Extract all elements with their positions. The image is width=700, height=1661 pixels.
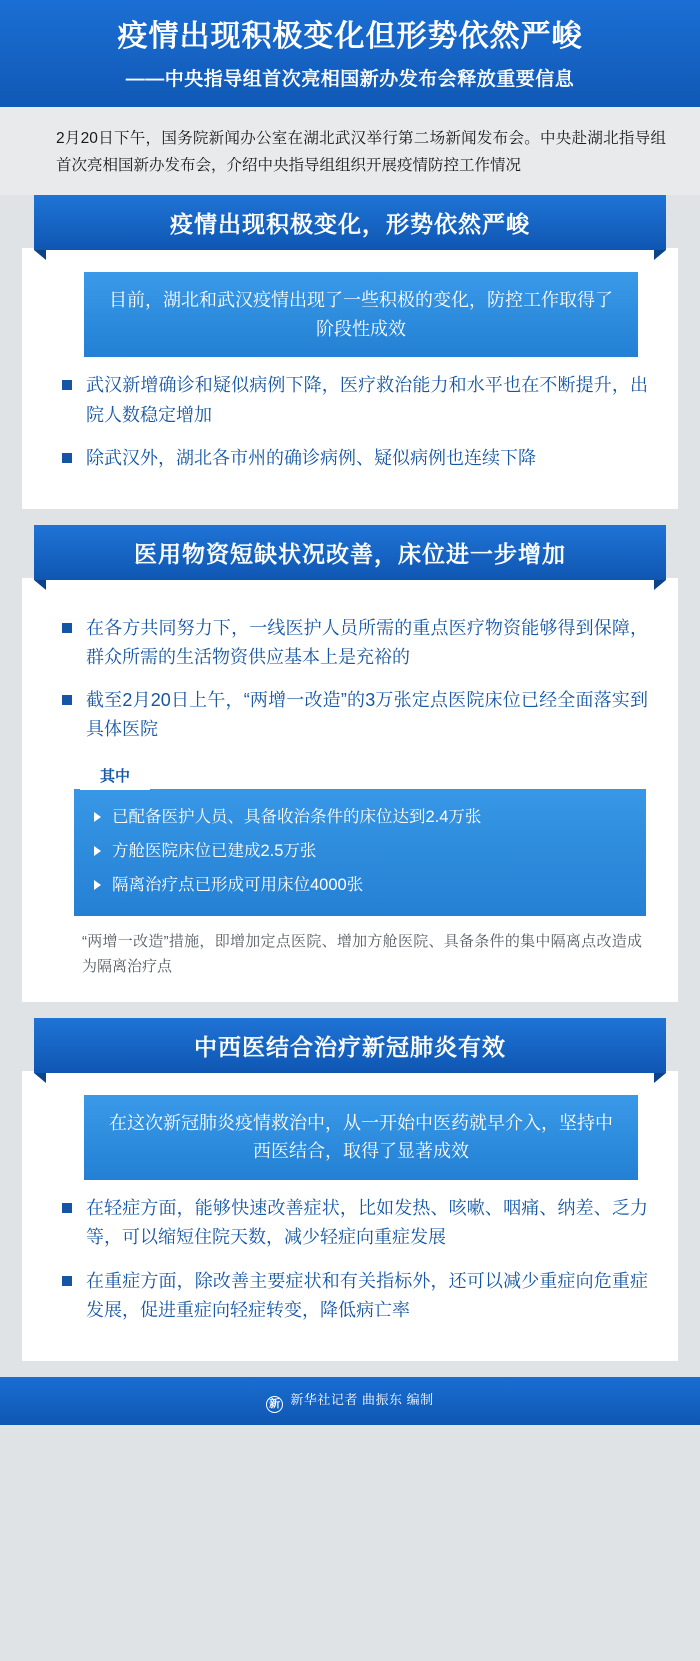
section-1-body [22, 248, 678, 509]
section-3 [0, 1018, 700, 1361]
triangle-bullet-icon [94, 880, 101, 890]
section-2-note: “两增一改造”措施，即增加定点医院、增加方舱医院、具备条件的集中隔离点改造成为隔离治疗点 [82, 933, 642, 975]
section-2-body [22, 578, 678, 1002]
sub-list-item [92, 869, 628, 903]
section-3-title: 中西医结合治疗新冠肺炎有效 [34, 1018, 666, 1073]
section-2-title: 医用物资短缺状况改善，床位进一步增加 [34, 525, 666, 580]
sub-detail-label: 其中 [80, 760, 150, 790]
section-1-title-wrap [22, 195, 678, 250]
section-2 [0, 525, 700, 1002]
list-item-text: 在各方共同努力下，一线医护人员所需的重点医疗物资能够得到保障，群众所需的生活物资供应基本上是充裕的 [86, 617, 648, 667]
list-item [60, 444, 648, 473]
list-item-text: 武汉新增确诊和疑似病例下降，医疗救治能力和水平也在不断提升，出院人数稳定增加 [86, 375, 648, 425]
header [0, 0, 700, 107]
list-item [60, 1267, 648, 1325]
square-bullet-icon [62, 623, 72, 633]
triangle-bullet-icon [94, 812, 101, 822]
intro-paragraph: 2月20日下午，国务院新闻办公室在湖北武汉举行第二场新闻发布会。中央赴湖北指导组首次亮相国新办发布会，介绍中央指导组组织开展疫情防控工作情况 [0, 107, 700, 195]
xinhua-logo-icon: 新 [266, 1396, 283, 1413]
section-2-title-wrap [22, 525, 678, 580]
sub-list-item [92, 835, 628, 869]
list-item-text: 在轻症方面，能够快速改善症状，比如发热、咳嗽、咽痛、纳差、乏力等，可以缩短住院天数，减少轻症向重症发展 [86, 1198, 648, 1248]
sub-detail-box [74, 789, 646, 916]
list-item-text: 截至2月20日上午，“两增一改造”的3万张定点医院床位已经全面落实到具体医院 [86, 690, 648, 740]
square-bullet-icon [62, 695, 72, 705]
square-bullet-icon [62, 380, 72, 390]
square-bullet-icon [62, 453, 72, 463]
square-bullet-icon [62, 1203, 72, 1213]
sub-list-item-text: 方舱医院床位已建成2.5万张 [112, 842, 317, 860]
sub-list-item-text: 隔离治疗点已形成可用床位4000张 [112, 875, 364, 894]
section-3-body [22, 1071, 678, 1361]
triangle-bullet-icon [94, 846, 101, 856]
square-bullet-icon [62, 1276, 72, 1286]
sub-detail-group [74, 760, 646, 916]
list-item-text: 在重症方面，除改善主要症状和有关指标外，还可以减少重症向危重症发展，促进重症向轻症转变，降低病亡率 [86, 1270, 648, 1320]
list-item [60, 371, 648, 429]
sub-list-item-text: 已配备医护人员、具备收治条件的床位达到2.4万张 [112, 808, 482, 827]
section-1 [0, 195, 700, 509]
section-3-highlight: 在这次新冠肺炎疫情救治中，从一开始中医药就早介入，坚持中西医结合，取得了显著成效 [84, 1095, 638, 1181]
list-item [60, 1194, 648, 1252]
list-item [60, 686, 648, 744]
page-title: 疫情出现积极变化但形势依然严峻 [117, 20, 583, 53]
section-3-title-wrap [22, 1018, 678, 1073]
footer-credit: 新华社记者 曲振东 编制 [290, 1391, 434, 1407]
sub-list-item [92, 801, 628, 835]
list-item [60, 614, 648, 672]
list-item-text: 除武汉外，湖北各市州的确诊病例、疑似病例也连续下降 [86, 447, 536, 468]
section-1-title: 疫情出现积极变化，形势依然严峻 [34, 195, 666, 250]
footer [0, 1377, 700, 1425]
section-1-highlight: 目前，湖北和武汉疫情出现了一些积极的变化，防控工作取得了阶段性成效 [84, 272, 638, 358]
page-subtitle: ——中央指导组首次亮相国新办发布会释放重要信息 [125, 68, 575, 90]
